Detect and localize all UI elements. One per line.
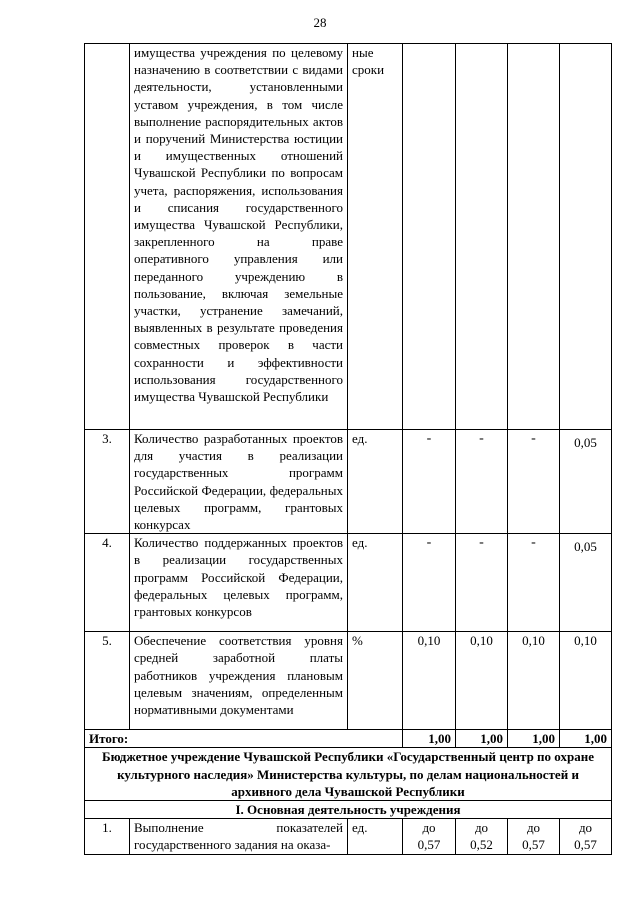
- table-row: [85, 534, 612, 632]
- row-number: 5.: [85, 632, 130, 730]
- indicators-table: [84, 43, 612, 855]
- row-number: [85, 44, 130, 430]
- row-number: 4.: [85, 534, 130, 632]
- value-cell: [508, 819, 560, 854]
- indicator-text: Количество разработанных проектов для участия в реализации государственных программ Российской Федерации, федеральных целевых программ, грантовых конкурсах: [130, 430, 348, 534]
- total-value: 1,00: [508, 730, 560, 748]
- value-cell: 0,05: [560, 430, 612, 534]
- value-cell: [456, 44, 508, 430]
- value-cell: 0,10: [508, 632, 560, 730]
- value-cell: 0,05: [560, 534, 612, 632]
- unit-text: ед.: [348, 534, 403, 632]
- subsection-row: [85, 801, 612, 819]
- table-row: [85, 44, 612, 430]
- value-prefix: до: [422, 820, 436, 836]
- row-number: 1.: [85, 819, 130, 854]
- value-cell: [560, 44, 612, 430]
- total-row: [85, 730, 612, 748]
- indicator-text: имущества учреждения по целевому назначению в соответствии с видами деятельности, установленными уставом учреждения, в том числе выполнение распорядительных актов и поручений Министерства юстиции и имущественных отношений Чувашской Республики по вопросам учета, распоряжения, использования и списания государственного имущества Чувашской Республики, закрепленного на праве оперативного управления или переданного учреждению в пользование, включая земельные участки, устранение замечаний, выявленных в результате проведения совместных проверок в части сохранности и эффективности использования государственного имущества Чувашской Республики: [130, 44, 348, 430]
- total-value: 1,00: [560, 730, 612, 748]
- total-value: 1,00: [403, 730, 456, 748]
- indicator-text: Обеспечение соответствия уровня средней заработной платы работников учреждения плановым целевым значениям, определенным нормативными документами: [130, 632, 348, 730]
- unit-text: ед.: [348, 430, 403, 534]
- value-cell: 0,10: [560, 632, 612, 730]
- value-cell: -: [508, 534, 560, 632]
- row-number: 3.: [85, 430, 130, 534]
- unit-text: ед.: [348, 819, 403, 854]
- table-row: [85, 430, 612, 534]
- value-cell: [508, 44, 560, 430]
- indicator-text: Выполнение показателей государственного задания на оказа-: [130, 819, 348, 854]
- value-prefix: до: [526, 820, 541, 836]
- value-cell: -: [456, 430, 508, 534]
- value-cell: -: [403, 534, 456, 632]
- table-row: [85, 632, 612, 730]
- unit-text: %: [348, 632, 403, 730]
- value-cell: [403, 44, 456, 430]
- value-number: 0,57: [417, 837, 441, 853]
- total-label: Итого:: [85, 730, 403, 748]
- indicator-text: Количество поддержанных проектов в реализации государственных программ Российской Федерации, федеральных целевых программ, грантовых конкурсов: [130, 534, 348, 632]
- section-title: Бюджетное учреждение Чувашской Республики «Государственный центр по охране культурного наследия» Министерства культуры, по делам национальностей и архивного дела Чувашской Республики: [85, 748, 612, 801]
- value-prefix: до: [578, 820, 593, 836]
- unit-text: ные сроки: [348, 44, 403, 430]
- value-number: 0,52: [470, 837, 493, 853]
- section-row: [85, 748, 612, 801]
- total-value: 1,00: [456, 730, 508, 748]
- value-cell: [456, 819, 508, 854]
- value-number: 0,57: [574, 837, 597, 853]
- table-row: [85, 819, 612, 854]
- value-cell: -: [403, 430, 456, 534]
- value-cell: -: [456, 534, 508, 632]
- value-number: 0,57: [522, 837, 545, 853]
- value-cell: [560, 819, 612, 854]
- subsection-title: I. Основная деятельность учреждения: [85, 801, 612, 819]
- value-prefix: до: [474, 820, 489, 836]
- page-number: 28: [313, 15, 327, 30]
- value-cell: -: [508, 430, 560, 534]
- value-cell: [403, 819, 456, 854]
- value-cell: 0,10: [456, 632, 508, 730]
- value-cell: 0,10: [403, 632, 456, 730]
